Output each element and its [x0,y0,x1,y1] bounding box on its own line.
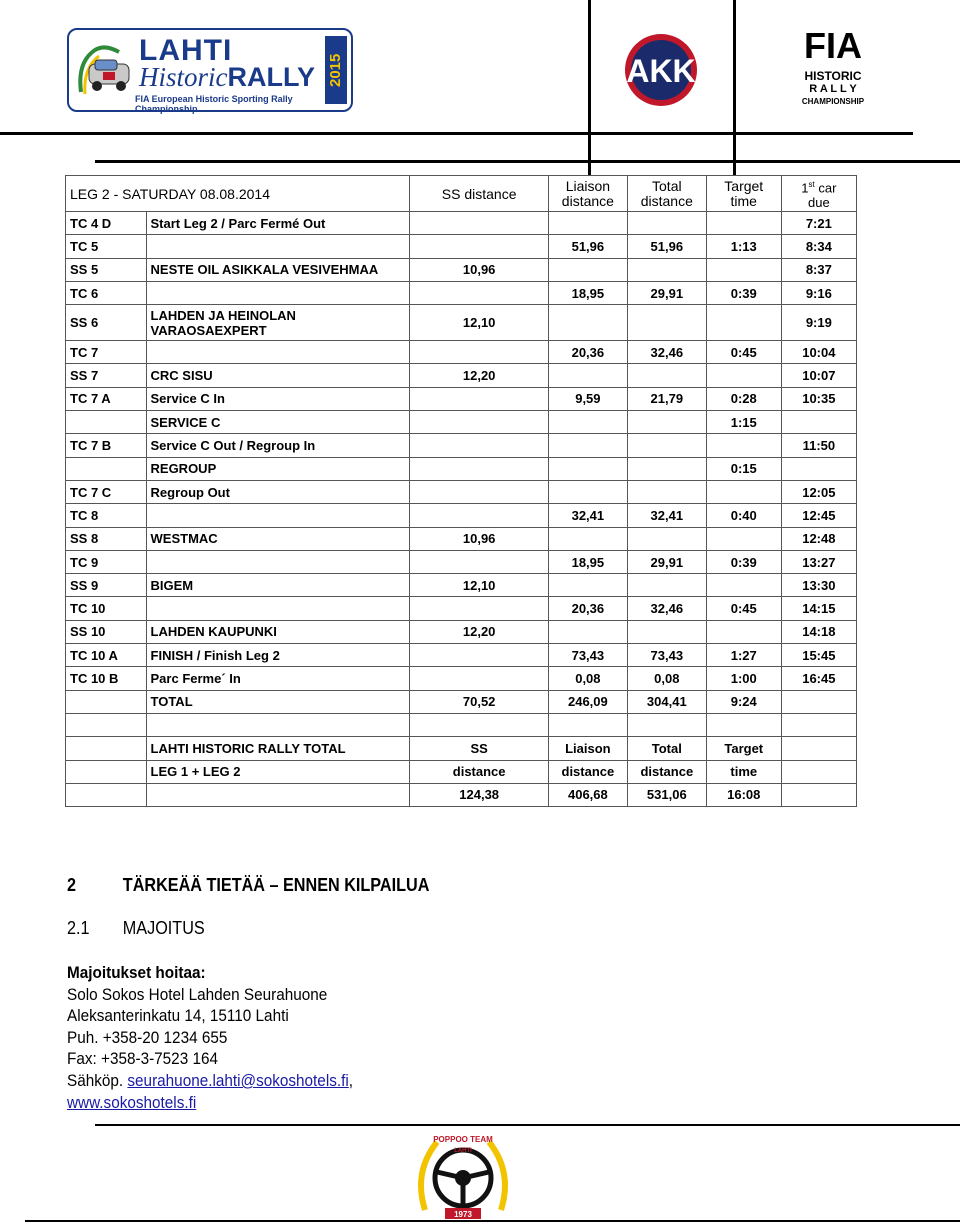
first-car-due [781,760,856,783]
total-distance: 51,96 [627,235,706,258]
table-row [66,364,857,387]
stage-description: LAHDEN KAUPUNKI [146,620,410,643]
stage-description [146,550,410,573]
section-heading [67,875,429,896]
stage-description [146,235,410,258]
target-time: 1:27 [706,644,781,667]
target-time: 0:40 [706,504,781,527]
table-row [66,305,857,341]
stage-description: BIGEM [146,574,410,597]
table-row [66,620,857,643]
table-row [66,281,857,304]
first-car-due: 12:05 [781,480,856,503]
website-link[interactable]: www.sokoshotels.fi [67,1092,197,1112]
hotel-name: Solo Sokos Hotel Lahden Seurahuone [67,984,328,1004]
hotel-fax: Fax: +358-3-7523 164 [67,1049,218,1069]
liaison-distance [548,364,627,387]
total-distance [627,620,706,643]
first-car-due: 10:04 [781,341,856,364]
table-row [66,457,857,480]
ss-distance [410,597,549,620]
target-time [706,574,781,597]
header-divider-left [588,0,591,176]
total-distance [627,258,706,281]
stage-description: Service C In [146,387,410,410]
stage-description: LEG 1 + LEG 2 [146,760,410,783]
stage-description: LAHTI HISTORIC RALLY TOTAL [146,737,410,760]
ss-distance: 12,10 [410,574,549,597]
liaison-distance: 406,68 [548,783,627,806]
stage-code [66,783,147,806]
total-distance [627,364,706,387]
total-distance: 73,43 [627,644,706,667]
total-distance: 32,46 [627,597,706,620]
ss-distance [410,281,549,304]
stage-code: TC 6 [66,281,147,304]
ss-distance: distance [410,760,549,783]
stage-code [66,737,147,760]
total-distance: 531,06 [627,783,706,806]
liaison-distance: 9,59 [548,387,627,410]
stage-description: Parc Ferme´ In [146,667,410,690]
stage-code [66,713,147,736]
stage-code: SS 9 [66,574,147,597]
fia-logo-line2: R A L L Y [809,83,857,95]
leg-title: LEG 2 - SATURDAY 08.08.2014 [66,176,410,212]
hotel-email-line [67,1070,353,1092]
table-row [66,644,857,667]
liaison-distance [548,527,627,550]
table-row [66,783,857,806]
total-distance: 0,08 [627,667,706,690]
total-distance: Total [627,737,706,760]
hotel-address: Aleksanterinkatu 14, 15110 Lahti [67,1006,289,1026]
ss-distance: 124,38 [410,783,549,806]
stage-description [146,281,410,304]
ss-distance [410,235,549,258]
liaison-distance: 51,96 [548,235,627,258]
ss-distance [410,550,549,573]
poppoo-logo-text: POPPOO TEAM [433,1135,493,1144]
lahti-historic-rally-logo [67,28,353,112]
target-time: Target [706,737,781,760]
target-time: 0:45 [706,341,781,364]
target-time: 0:28 [706,387,781,410]
total-distance [627,434,706,457]
stage-description: SERVICE C [146,411,410,434]
ss-distance [410,713,549,736]
ss-distance [410,644,549,667]
footer-rule-top [95,1124,960,1126]
stage-code [66,411,147,434]
target-time [706,620,781,643]
target-time: 0:45 [706,597,781,620]
stage-description: Service C Out / Regroup In [146,434,410,457]
stage-code: TC 10 [66,597,147,620]
stage-description: NESTE OIL ASIKKALA VESIVEHMAA [146,258,410,281]
subsection-number: 2.1 [67,918,90,938]
email-label: Sähköp. [67,1070,128,1090]
leg2-schedule-table [65,175,857,807]
liaison-distance: 73,43 [548,644,627,667]
stage-description [146,713,410,736]
target-time [706,713,781,736]
hotel-phone: Puh. +358-20 1234 655 [67,1027,228,1047]
ss-distance [410,480,549,503]
stage-code: SS 6 [66,305,147,341]
total-distance [627,713,706,736]
email-link[interactable]: seurahuone.lahti@sokoshotels.fi [127,1070,349,1090]
first-car-due: 14:18 [781,620,856,643]
liaison-distance [548,713,627,736]
total-distance [627,212,706,235]
first-car-due: 14:15 [781,597,856,620]
table-row [66,480,857,503]
ss-distance [410,434,549,457]
header-liaison: Liaison distance [548,176,627,212]
first-car-due [781,783,856,806]
stage-code: TC 7 C [66,480,147,503]
stage-code: SS 7 [66,364,147,387]
stage-description [146,783,410,806]
ss-distance [410,667,549,690]
first-car-due: 8:34 [781,235,856,258]
ss-distance: SS [410,737,549,760]
table-row [66,527,857,550]
target-time: 1:00 [706,667,781,690]
contact-heading: Majoitukset hoitaa: [67,963,206,982]
first-car-due: 12:45 [781,504,856,527]
stage-code [66,690,147,713]
table-row [66,737,857,760]
first-car-due: 7:21 [781,212,856,235]
stage-code: TC 4 D [66,212,147,235]
target-time: 16:08 [706,783,781,806]
accommodation-contact [67,962,353,1113]
table-row [66,667,857,690]
liaison-distance: distance [548,760,627,783]
stage-description [146,341,410,364]
ss-distance [410,212,549,235]
table-row [66,235,857,258]
liaison-distance [548,305,627,341]
table-row [66,387,857,410]
stage-code: TC 7 B [66,434,147,457]
stage-description: TOTAL [146,690,410,713]
first-car-due: 16:45 [781,667,856,690]
target-time [706,258,781,281]
first-car-due: 11:50 [781,434,856,457]
ss-distance: 12,20 [410,364,549,387]
table-row [66,574,857,597]
liaison-distance [548,434,627,457]
table-header-row [66,176,857,212]
header-total: Total distance [627,176,706,212]
liaison-distance: 20,36 [548,597,627,620]
header-ss-distance: SS distance [410,176,549,212]
target-time [706,434,781,457]
poppoo-team-logo [415,1132,511,1220]
liaison-distance [548,411,627,434]
target-time: 0:15 [706,457,781,480]
table-row [66,760,857,783]
liaison-distance: 0,08 [548,667,627,690]
stage-code: SS 5 [66,258,147,281]
table-row [66,258,857,281]
total-distance [627,480,706,503]
first-car-due: 8:37 [781,258,856,281]
stage-code: TC 10 A [66,644,147,667]
header-divider-right [733,0,736,176]
header-target: Target time [706,176,781,212]
ss-distance: 12,20 [410,620,549,643]
logo-historic-rally-text: HistoricRALLY [139,62,316,92]
target-time [706,212,781,235]
liaison-distance: 32,41 [548,504,627,527]
stage-code: TC 8 [66,504,147,527]
stage-description: REGROUP [146,457,410,480]
ss-distance: 10,96 [410,527,549,550]
first-car-due [781,411,856,434]
logo-subtitle: FIA European Historic Sporting Rally Championship [135,94,293,114]
target-time: 1:13 [706,235,781,258]
header-rule-top [0,132,913,135]
liaison-distance: 18,95 [548,550,627,573]
poppoo-logo-sub: LAHTI [454,1148,472,1154]
liaison-distance [548,457,627,480]
ss-distance [410,411,549,434]
stage-description: Regroup Out [146,480,410,503]
first-car-due: 15:45 [781,644,856,667]
total-distance: distance [627,760,706,783]
footer-rule-bottom [25,1220,960,1222]
first-car-due: 10:07 [781,364,856,387]
akk-logo-text: AKK [626,53,696,89]
table-row [66,341,857,364]
stage-code: TC 7 A [66,387,147,410]
stage-description: CRC SISU [146,364,410,387]
subsection-heading [67,918,205,939]
first-car-due [781,737,856,760]
fia-logo-line1: HISTORIC [804,69,862,83]
liaison-distance [548,620,627,643]
ss-distance: 10,96 [410,258,549,281]
table-row [66,411,857,434]
stage-code [66,457,147,480]
header-first-car-due: 1st car due [781,176,856,212]
stage-description: LAHDEN JA HEINOLAN VARAOSAEXPERT [146,305,410,341]
liaison-distance: Liaison [548,737,627,760]
fia-logo-line3: CHAMPIONSHIP [801,97,865,106]
stage-description: Start Leg 2 / Parc Fermé Out [146,212,410,235]
stage-code: SS 10 [66,620,147,643]
total-distance [627,574,706,597]
table-row [66,212,857,235]
ss-distance: 70,52 [410,690,549,713]
target-time: time [706,760,781,783]
ss-distance [410,457,549,480]
total-distance: 304,41 [627,690,706,713]
liaison-distance: 18,95 [548,281,627,304]
target-time: 9:24 [706,690,781,713]
stage-code [66,760,147,783]
ss-distance [410,341,549,364]
rally-car-icon [75,42,133,100]
table-row [66,713,857,736]
fia-logo-text: FIA [804,25,862,66]
table-row [66,690,857,713]
table-row [66,550,857,573]
liaison-distance [548,212,627,235]
total-distance: 29,91 [627,281,706,304]
stage-code: SS 8 [66,527,147,550]
section-number: 2 [67,875,77,895]
logo-year: 2015 [325,36,347,104]
stage-description: FINISH / Finish Leg 2 [146,644,410,667]
target-time [706,480,781,503]
total-distance [627,305,706,341]
first-car-due: 12:48 [781,527,856,550]
liaison-distance [548,480,627,503]
total-distance [627,527,706,550]
liaison-distance [548,574,627,597]
target-time: 1:15 [706,411,781,434]
header-rule-bottom [95,160,960,163]
total-distance: 29,91 [627,550,706,573]
liaison-distance [548,258,627,281]
ss-distance: 12,10 [410,305,549,341]
stage-code: TC 9 [66,550,147,573]
first-car-due [781,457,856,480]
first-car-due: 13:30 [781,574,856,597]
subsection-title: MAJOITUS [122,918,205,938]
akk-logo [615,30,708,110]
stage-code: TC 10 B [66,667,147,690]
target-time [706,364,781,387]
target-time: 0:39 [706,550,781,573]
target-time [706,527,781,550]
total-distance [627,457,706,480]
total-distance [627,411,706,434]
poppoo-logo-year: 1973 [454,1210,472,1219]
first-car-due: 9:19 [781,305,856,341]
stage-code: TC 5 [66,235,147,258]
section-title: TÄRKEÄÄ TIETÄÄ – ENNEN KILPAILUA [122,875,430,895]
stage-description [146,504,410,527]
fia-historic-rally-logo [793,25,873,120]
first-car-due [781,690,856,713]
target-time [706,305,781,341]
total-distance: 32,41 [627,504,706,527]
stage-description: WESTMAC [146,527,410,550]
table-row [66,504,857,527]
stage-description [146,597,410,620]
liaison-distance: 20,36 [548,341,627,364]
total-distance: 21,79 [627,387,706,410]
target-time: 0:39 [706,281,781,304]
stage-code: TC 7 [66,341,147,364]
liaison-distance: 246,09 [548,690,627,713]
ss-distance [410,387,549,410]
logo-lahti-text: LAHTI [139,34,233,67]
first-car-due [781,713,856,736]
table-row [66,434,857,457]
first-car-due: 10:35 [781,387,856,410]
ss-distance [410,504,549,527]
first-car-due: 9:16 [781,281,856,304]
total-distance: 32,46 [627,341,706,364]
table-row [66,597,857,620]
email-suffix: , [348,1070,354,1090]
first-car-due: 13:27 [781,550,856,573]
